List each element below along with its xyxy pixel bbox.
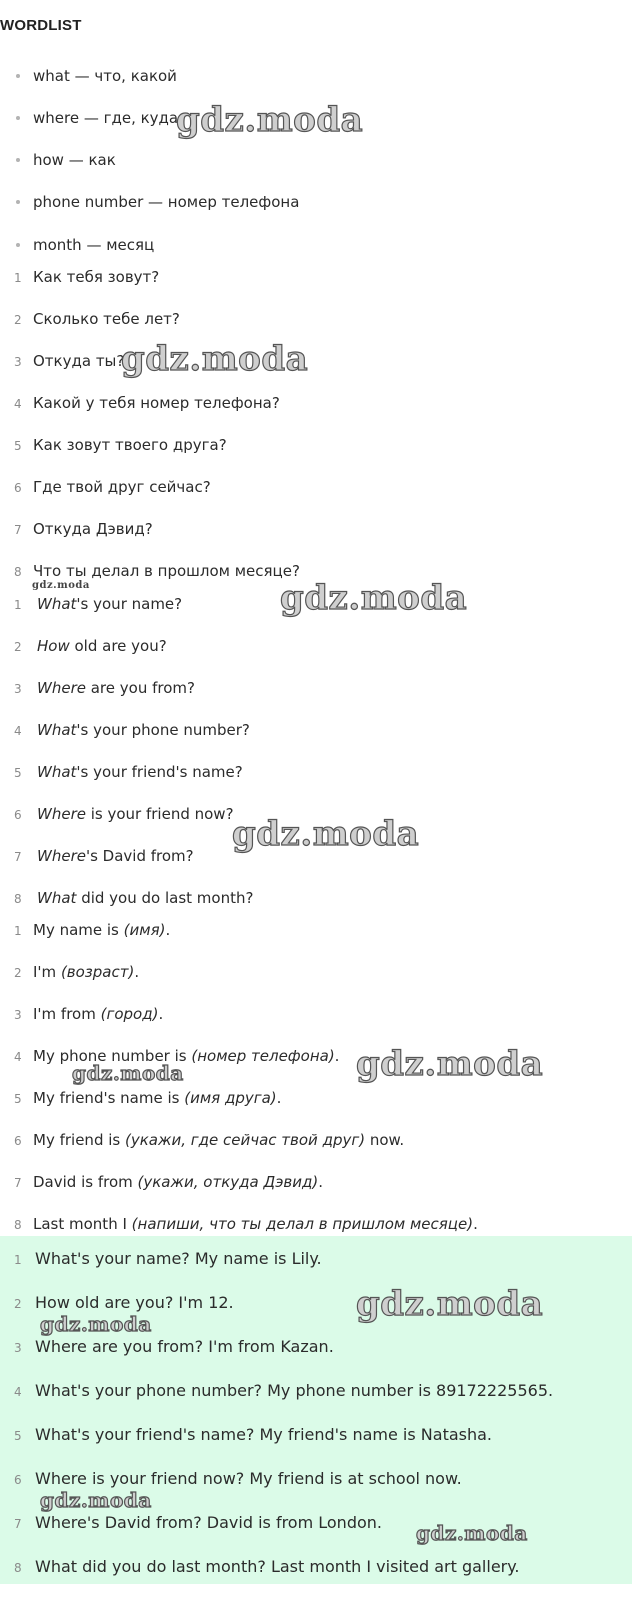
answer-text: What did you do last month? Last month I visited art gallery. bbox=[35, 1557, 520, 1576]
template-text bbox=[33, 962, 139, 982]
item-number: 1 bbox=[14, 1253, 22, 1267]
template-text bbox=[33, 1214, 478, 1234]
template-pre: My name is bbox=[33, 921, 124, 939]
item-number: 8 bbox=[14, 565, 22, 579]
template-pre: My friend is bbox=[33, 1131, 125, 1149]
bullet-icon bbox=[16, 243, 20, 247]
question-word: What bbox=[37, 889, 77, 907]
template-pre: My phone number is bbox=[33, 1047, 192, 1065]
template-pre: I'm from bbox=[33, 1005, 101, 1023]
item-number: 8 bbox=[14, 892, 22, 906]
template-text bbox=[33, 1172, 323, 1192]
item-number: 6 bbox=[14, 1134, 22, 1148]
template-post: . bbox=[473, 1215, 478, 1233]
watermark: gdz.moda bbox=[40, 1312, 152, 1336]
template-hint: (возраст) bbox=[60, 963, 135, 981]
question-text: Как зовут твоего друга? bbox=[33, 436, 227, 454]
bullet-icon bbox=[16, 158, 20, 162]
item-number: 3 bbox=[14, 1341, 22, 1355]
question-word: Where bbox=[37, 805, 86, 823]
watermark: gdz.moda bbox=[72, 1061, 184, 1085]
item-number: 3 bbox=[14, 682, 22, 696]
question-text bbox=[37, 804, 234, 824]
template-hint: (имя друга) bbox=[184, 1089, 277, 1107]
question-text bbox=[37, 636, 167, 656]
item-number: 7 bbox=[14, 850, 22, 864]
template-hint: (номер телефона) bbox=[191, 1047, 335, 1065]
question-text: Как тебя зовут? bbox=[33, 268, 160, 286]
question-text: Откуда ты? bbox=[33, 352, 125, 370]
item-number: 3 bbox=[14, 1008, 22, 1022]
question-text bbox=[37, 888, 253, 908]
item-number: 4 bbox=[14, 397, 22, 411]
template-hint: (укажи, откуда Дэвид) bbox=[137, 1173, 319, 1191]
item-number: 6 bbox=[14, 808, 22, 822]
question-text: Откуда Дэвид? bbox=[33, 520, 153, 538]
question-text: Сколько тебе лет? bbox=[33, 310, 180, 328]
template-post: . bbox=[334, 1047, 340, 1065]
question-rest: old are you? bbox=[69, 637, 167, 655]
item-number: 7 bbox=[14, 523, 22, 537]
question-rest: 's your phone number? bbox=[76, 721, 250, 739]
question-word: How bbox=[37, 637, 70, 655]
template-post: . bbox=[318, 1173, 324, 1191]
wordlist-text: phone number — номер телефона bbox=[33, 193, 300, 211]
watermark: gdz.moda bbox=[232, 814, 420, 854]
question-word: Where bbox=[37, 679, 86, 697]
template-pre: Last month I bbox=[33, 1215, 132, 1233]
item-number: 6 bbox=[14, 481, 22, 495]
question-text bbox=[37, 846, 194, 866]
answer-text: Where's David from? David is from London. bbox=[35, 1513, 382, 1532]
watermark: gdz.moda bbox=[356, 1044, 544, 1084]
bullet-icon bbox=[16, 116, 20, 120]
item-number: 1 bbox=[14, 598, 22, 612]
question-text bbox=[37, 678, 195, 698]
answer-text: How old are you? I'm 12. bbox=[35, 1293, 234, 1312]
watermark: gdz.moda bbox=[356, 1284, 544, 1324]
watermark: gdz.moda bbox=[121, 339, 309, 379]
watermark: gdz.moda bbox=[416, 1521, 528, 1545]
template-hint: (напиши, что ты делал в пришлом месяце) bbox=[131, 1215, 474, 1233]
question-rest: 's your name? bbox=[76, 595, 183, 613]
wordlist-text: what — что, какой bbox=[33, 67, 177, 85]
question-rest: 's David from? bbox=[85, 847, 194, 865]
question-text: Что ты делал в прошлом месяце? bbox=[33, 562, 300, 580]
watermark: gdz.moda bbox=[40, 1488, 152, 1512]
template-text bbox=[33, 1004, 163, 1024]
question-word: Where bbox=[37, 847, 86, 865]
item-number: 7 bbox=[14, 1517, 22, 1531]
question-text bbox=[37, 594, 182, 614]
template-text bbox=[33, 1130, 404, 1150]
item-number: 6 bbox=[14, 1473, 22, 1487]
answer-text: What's your friend's name? My friend's name is Natasha. bbox=[35, 1425, 493, 1444]
question-text bbox=[37, 762, 243, 782]
wordlist-text: where — где, куда bbox=[33, 109, 179, 127]
page-title: WORDLIST bbox=[0, 17, 82, 34]
template-pre: My friend's name is bbox=[33, 1089, 185, 1107]
item-number: 8 bbox=[14, 1561, 22, 1575]
item-number: 4 bbox=[14, 724, 22, 738]
template-text bbox=[33, 1088, 281, 1108]
item-number: 4 bbox=[14, 1050, 22, 1064]
template-hint: (город) bbox=[100, 1005, 159, 1023]
item-number: 2 bbox=[14, 640, 22, 654]
question-rest: is your friend now? bbox=[85, 805, 234, 823]
item-number: 1 bbox=[14, 271, 22, 285]
wordlist-text: month — месяц bbox=[33, 236, 155, 254]
answer-text: What's your name? My name is Lily. bbox=[35, 1249, 322, 1268]
item-number: 2 bbox=[14, 966, 22, 980]
watermark: gdz.moda bbox=[280, 578, 468, 618]
item-number: 1 bbox=[14, 924, 22, 938]
question-rest: did you do last month? bbox=[76, 889, 254, 907]
template-post: . bbox=[134, 963, 140, 981]
answer-text: Where are you from? I'm from Kazan. bbox=[35, 1337, 334, 1356]
bullet-icon bbox=[16, 200, 20, 204]
question-word: What bbox=[37, 595, 77, 613]
watermark: gdz.moda bbox=[32, 580, 90, 591]
question-rest: 's your friend's name? bbox=[76, 763, 243, 781]
answer-text: Where is your friend now? My friend is at school now. bbox=[35, 1469, 462, 1488]
item-number: 4 bbox=[14, 1385, 22, 1399]
template-pre: I'm bbox=[33, 963, 61, 981]
question-text bbox=[37, 720, 250, 740]
item-number: 2 bbox=[14, 313, 22, 327]
template-post: . bbox=[165, 921, 171, 939]
item-number: 5 bbox=[14, 1429, 22, 1443]
item-number: 3 bbox=[14, 355, 22, 369]
item-number: 8 bbox=[14, 1218, 22, 1232]
item-number: 5 bbox=[14, 439, 22, 453]
wordlist-text: how — как bbox=[33, 151, 116, 169]
answer-text: What's your phone number? My phone number is 89172225565. bbox=[35, 1381, 554, 1400]
item-number: 7 bbox=[14, 1176, 22, 1190]
question-rest: are you from? bbox=[85, 679, 195, 697]
item-number: 2 bbox=[14, 1297, 22, 1311]
item-number: 5 bbox=[14, 1092, 22, 1106]
template-post: . bbox=[158, 1005, 164, 1023]
template-post: . bbox=[276, 1089, 282, 1107]
watermark: gdz.moda bbox=[176, 100, 364, 140]
bullet-icon bbox=[16, 74, 20, 78]
question-text: Какой у тебя номер телефона? bbox=[33, 394, 280, 412]
template-hint: (укажи, где сейчас твой друг) bbox=[124, 1131, 366, 1149]
item-number: 5 bbox=[14, 766, 22, 780]
template-post: now. bbox=[365, 1131, 405, 1149]
template-text bbox=[33, 920, 170, 940]
question-text: Где твой друг сейчас? bbox=[33, 478, 211, 496]
question-word: What bbox=[37, 763, 77, 781]
template-hint: (имя) bbox=[123, 921, 166, 939]
question-word: What bbox=[37, 721, 77, 739]
template-pre: David is from bbox=[33, 1173, 138, 1191]
